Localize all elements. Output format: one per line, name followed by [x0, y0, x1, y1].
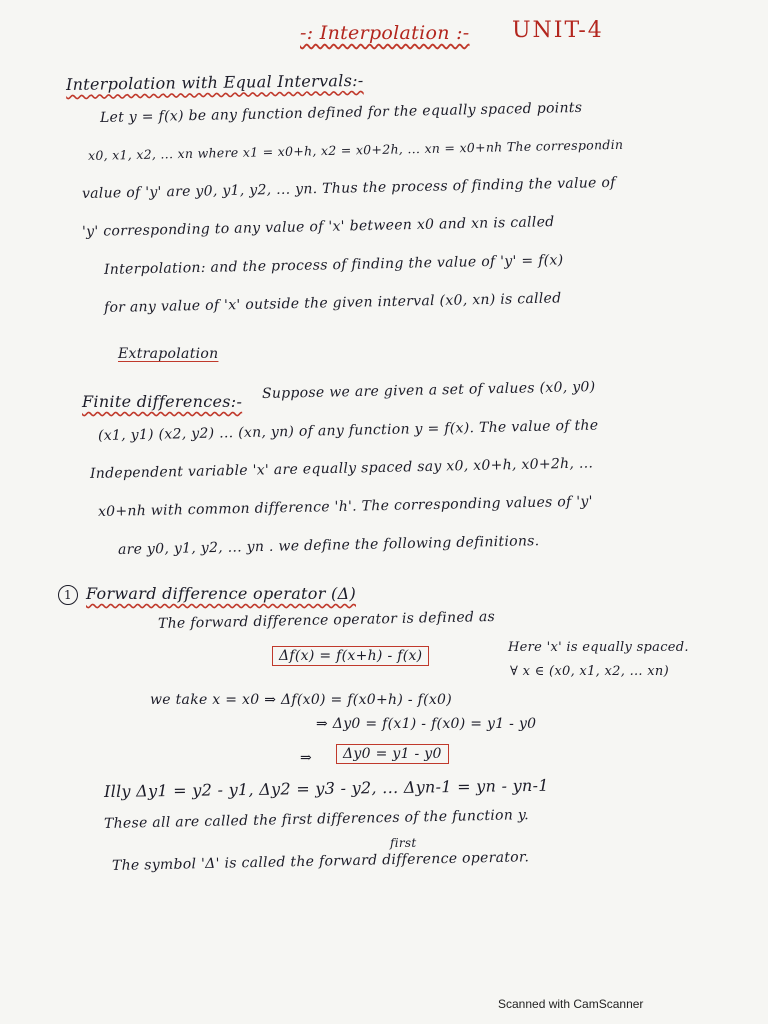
- delta-y0-formula: Δy0 = y1 - y0: [336, 744, 449, 764]
- text-line: we take x = x0 ⇒ Δf(x0) = f(x0+h) - f(x0): [150, 692, 453, 708]
- section-heading-interpolation: Interpolation with Equal Intervals:-: [65, 70, 364, 94]
- section-number: 1: [58, 585, 78, 605]
- text-line: Independent variable 'x' are equally spaced say x0, x0+h, x0+2h, ...: [89, 455, 594, 482]
- text-line: for any value of 'x' outside the given interval (x0, xn) is called: [103, 290, 562, 316]
- text-line-extrapolation: Extrapolation: [118, 346, 219, 362]
- text-line: These all are called the first differences of the function y.: [103, 807, 530, 832]
- text-line: Here 'x' is equally spaced.: [508, 640, 689, 655]
- text-line: x0+nh with common difference 'h'. The corresponding values of 'y': [97, 493, 593, 520]
- page-title: -: Interpolation :-: [300, 22, 470, 44]
- text-line: The forward difference operator is defined as: [157, 608, 496, 632]
- forward-difference-heading-text: Forward difference operator (Δ): [86, 584, 356, 603]
- section-heading-finite-differences: Finite differences:-: [82, 392, 243, 411]
- text-line: x0, x1, x2, ... xn where x1 = x0+h, x2 = x0+2h, ... xn = x0+nh The correspondin: [87, 136, 624, 163]
- text-line: are y0, y1, y2, ... yn . we define the following definitions.: [117, 533, 540, 558]
- section-heading-forward-difference: [58, 584, 356, 605]
- formula-box: [336, 744, 449, 764]
- text-line: ∀ x ∈ (x0, x1, x2, ... xn): [510, 664, 669, 679]
- text-line: (x1, y1) (x2, y2) ... (xn, yn) of any function y = f(x). The value of the: [97, 417, 599, 444]
- unit-label: UNIT-4: [512, 18, 604, 43]
- formula-box: [272, 646, 429, 666]
- forward-difference-formula: Δf(x) = f(x+h) - f(x): [272, 646, 429, 666]
- text-line: Illy Δy1 = y2 - y1, Δy2 = y3 - y2, ... Δyn-1 = yn - yn-1: [103, 775, 549, 801]
- text-line: 'y' corresponding to any value of 'x' between x0 and xn is called: [81, 214, 555, 240]
- text-line: value of 'y' are y0, y1, y2, ... yn. Thus the process of finding the value of: [81, 174, 616, 202]
- text-line: Let y = f(x) be any function defined for the equally spaced points: [99, 99, 583, 126]
- text-line: Suppose we are given a set of values (x0, y0): [261, 379, 596, 402]
- scanner-watermark: Scanned with CamScanner: [498, 997, 644, 1011]
- text-line: Interpolation: and the process of finding the value of 'y' = f(x): [103, 252, 564, 278]
- text-line-annotation: first: [390, 836, 417, 850]
- text-line: ⇒ Δy0 = f(x1) - f(x0) = y1 - y0: [316, 716, 537, 732]
- text-line: The symbol 'Δ' is called the forward difference operator.: [111, 849, 530, 874]
- implies-arrow: ⇒: [300, 750, 313, 766]
